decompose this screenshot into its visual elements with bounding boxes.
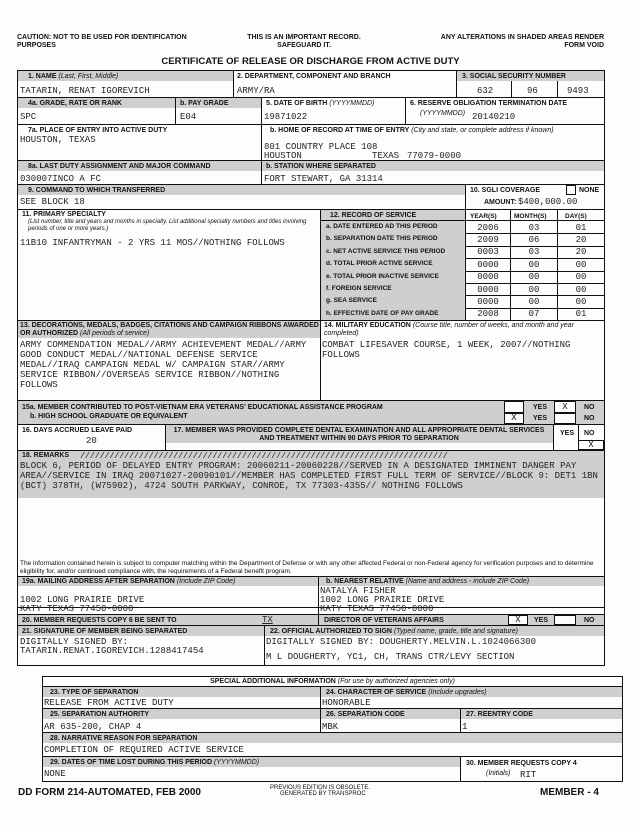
important-note: THIS IS AN IMPORTANT RECORD. SAFEGUARD IT. [247,34,361,49]
pay-grade-value: E04 [180,112,197,122]
dob-value: 19871022 [264,112,308,122]
last-duty-label: 8a. LAST DUTY ASSIGNMENT AND MAJOR COMMAND [28,163,211,170]
copy6-state: TX [262,615,273,625]
record-days: 00 [575,259,587,270]
narrative-reason-label: 28. NARRATIVE REASON FOR SEPARATION [50,735,198,742]
last-duty-value: 030007INCO A FC [20,174,102,184]
home-record-label: b. HOME OF RECORD AT TIME OF ENTRY (City and state, or complete address if known) [270,127,554,134]
reserve-value: 20140210 [472,112,516,122]
computer-matching-notice: The information contained herein is subject to computer matching within the Department of Defense or with any other affected Federal or non-Federal agency for verification purposes and to determine eligibility for, and/or continued compliance with, the requirements of a Federal benefit program. [20,560,594,575]
home-line-1: 801 COUNTRY PLACE 108 [264,142,378,152]
hs-yes-mark: X [511,413,517,423]
dental-no-mark: X [588,440,594,450]
dva-label: DIRECTOR OF VETERANS AFFAIRS [324,617,444,624]
record-years: 0000 [477,272,499,283]
grade-label: 4a. GRADE, RATE OR RANK [28,100,122,107]
sgli-none-label: NONE [579,187,600,194]
ssn-part-3: 9493 [567,86,589,96]
station-label: b. STATION WHERE SEPARATED [266,163,376,170]
separation-code-value: MBK [322,722,339,732]
relative-line-2: 1002 LONG PRAIRIE DRIVE [320,595,445,605]
ssn-part-2: 96 [527,86,538,96]
hs-yes-label: YES [533,415,548,422]
record-row-label: d. TOTAL PRIOR ACTIVE SERVICE [326,260,433,268]
veap-no-mark: X [562,402,568,412]
record-months: 03 [528,247,540,258]
accrued-leave-value: 20 [86,436,97,446]
high-school-label: b. HIGH SCHOOL GRADUATE OR EQUIVALENT [30,413,188,420]
special-info-header: SPECIAL ADDITIONAL INFORMATION (For use by authorized agencies only) [210,678,455,685]
official-signature-label: 22. OFFICIAL AUTHORIZED TO SIGN (Typed name, grade, title and signature) [270,628,518,635]
record-years: 2008 [477,309,499,320]
copy6-yes-label: YES [534,617,549,624]
official-signature-line-2: M L DOUGHERTY, YC1, CH, TRANS CTR/LEVY SECTION [266,652,515,662]
record-months: 06 [528,234,540,245]
previous-edition-note: PREVIOUS EDITION IS OBSOLETE. [270,785,371,791]
department-value: ARMY/RA [237,86,275,96]
col-days: DAY(S) [565,213,587,220]
record-row-label: e. TOTAL PRIOR INACTIVE SERVICE [326,272,439,280]
entry-place-value: HOUSTON, TEXAS [20,135,96,145]
mailing-line-2: KATY TEXAS 77450-0000 [20,604,134,614]
caution-note: CAUTION: NOT TO BE USED FOR IDENTIFICATION PURPOSES [17,34,187,49]
record-row-label: g. SEA SERVICE [326,297,377,305]
record-days: 20 [575,234,587,245]
ssn-label: 3. SOCIAL SECURITY NUMBER [462,73,566,80]
reserve-label: 6. RESERVE OBLIGATION TERMINATION DATE [410,100,567,107]
remarks-text: BLOCK 6, PERIOD OF DELAYED ENTRY PROGRAM: 20060211-20060228//SERVED IN A DESIGNATED IMMINENT DANGER PAY AREA//SERVICE IN IRAQ 20071027-20090101//MEMBER HAS COMPLETED FIRST FULL TERM OF SERVICE//BLOCK 9: DET1 1BN (BCT) 378TH, (W75902), 4724 SOUTH PARKWAY, CONROE, TX 77303-4355// NOTHING FOLLOWS [20,461,604,491]
character-label: 24. CHARACTER OF SERVICE (Include upgrades) [326,689,487,696]
decorations-label: 13. DECORATIONS, MEDALS, BADGES, CITATIONS AND CAMPAIGN RIBBONS AWARDED OR AUTHORIZED (All periods of service) [20,322,319,337]
military-education-label: 14. MILITARY EDUCATION (Course title, number of weeks, and month and year completed) [324,322,574,337]
home-city: HOUSTON [264,151,302,161]
col-years: YEAR(S) [470,213,497,220]
mailing-address-label: 19a. MAILING ADDRESS AFTER SEPARATION (Include ZIP Code) [22,578,236,585]
separation-code-label: 26. SEPARATION CODE [326,711,405,718]
copy6-yes-mark: X [515,615,521,625]
dental-yes-label: YES [560,430,575,437]
reentry-code-label: 27. REENTRY CODE [466,711,533,718]
nearest-relative-label: b. NEAREST RELATIVE (Name and address - include ZIP Code) [326,578,530,585]
record-months: 07 [528,309,540,320]
record-days: 00 [575,284,587,295]
record-months: 00 [528,272,540,283]
time-lost-value: NONE [44,769,66,779]
station-value: FORT STEWART, GA 31314 [264,174,383,184]
relative-line-3: KATY TEXAS 77450-0000 [320,604,434,614]
relative-line-1: NATALYA FISHER [320,586,396,596]
military-education-value: COMBAT LIFESAVER COURSE, 1 WEEK, 2007//NOTHING FOLLOWS [322,340,576,360]
command-label: 9. COMMAND TO WHICH TRANSFERRED [28,187,166,194]
form-title: CERTIFICATE OF RELEASE OR DISCHARGE FROM ACTIVE DUTY [161,56,460,67]
alterations-note: ANY ALTERATIONS IN SHADED AREAS RENDER FORM VOID [440,34,604,49]
member-signature-line-2: TATARIN.RENAT.IGOREVICH.1288417454 [20,646,204,656]
record-years: 2006 [477,222,499,233]
remarks-label: 18. REMARKS [22,452,70,459]
home-state: TEXAS [372,151,400,161]
department-label: 2. DEPARTMENT, COMPONENT AND BRANCH [237,73,391,80]
record-of-service-label: 12. RECORD OF SERVICE [330,212,417,219]
veap-yes-label: YES [533,404,548,411]
record-years: 0000 [477,296,499,307]
record-row-label: b. SEPARATION DATE THIS PERIOD [326,235,438,243]
separation-authority-value: AR 635-200, CHAP 4 [44,722,142,732]
hs-no-label: NO [584,415,595,422]
record-days: 20 [575,247,587,258]
remarks-slashes: /////////////////////////////////////////////////////////////////////////// [80,451,448,461]
character-value: HONORABLE [322,698,371,708]
accrued-leave-label: 16. DAYS ACCRUED LEAVE PAID [22,427,133,434]
record-days: 01 [575,309,587,320]
decorations-value: ARMY COMMENDATION MEDAL//ARMY ACHIEVEMENT MEDAL//ARMY GOOD CONDUCT MEDAL//NATIONAL DEFENSE SERVICE MEDAL//IRAQ CAMPAIGN MEDAL W/ CAMPAIGN STAR//ARMY SERVICE RIBBON//OVERSEAS SERVICE RIBBON//NOTHING FOLLOWS [20,340,312,390]
pay-grade-label: b. PAY GRADE [180,100,229,107]
member-signature-label: 21. SIGNATURE OF MEMBER BEING SEPARATED [22,628,188,635]
separation-type-label: 23. TYPE OF SEPARATION [50,689,139,696]
record-days: 00 [575,296,587,307]
copy6-label: 20. MEMBER REQUESTS COPY 6 BE SENT TO [22,617,177,624]
record-years: 0000 [477,259,499,270]
copy4-initials: RIT [520,770,537,780]
record-months: 00 [528,296,540,307]
name-value: TATARIN, RENAT IGOREVICH [20,86,150,96]
specialty-value: 11B10 INFANTRYMAN - 2 YRS 11 MOS//NOTHING FOLLOWS [20,238,285,248]
dental-label: 17. MEMBER WAS PROVIDED COMPLETE DENTAL EXAMINATION AND ALL APPROPRIATE DENTAL SERVICES AND TREATMENT WITHIN 90 DAYS PRIOR TO SEPARATION [173,427,545,442]
record-days: 00 [575,272,587,283]
veap-no-label: NO [584,404,595,411]
member-copy-label: MEMBER - 4 [540,787,599,798]
record-row-label: c. NET ACTIVE SERVICE THIS PERIOD [326,247,446,255]
form-number: DD FORM 214-AUTOMATED, FEB 2000 [18,787,201,798]
sgli-none-checkbox[interactable] [566,185,576,195]
sgli-amount-value: $400,000.00 [518,197,578,207]
dob-label: 5. DATE OF BIRTH (YYYYMMDD) [266,100,375,107]
official-signature-line-1: DIGITALLY SIGNED BY: DOUGHERTY.MELVIN.L.1024066300 [266,637,537,647]
copy6-no-box[interactable] [554,615,576,625]
sgli-label: 10. SGLI COVERAGE [470,187,541,194]
name-label: 1. NAME (Last, First, Middle) [28,73,119,80]
separation-type-value: RELEASE FROM ACTIVE DUTY [44,698,174,708]
col-months: MONTH(S) [514,213,547,220]
grade-value: SPC [20,112,37,122]
specialty-hint: (List number, title and years and months in specialty. List additional specialty numbers and titles involving periods of one or more years.) [28,219,307,232]
home-zip: 77079-0000 [407,151,462,161]
dental-no-label: NO [584,430,595,437]
reserve-hint: (YYYYMMDD) [420,110,466,117]
record-row-label: f. FOREIGN SERVICE [326,285,392,292]
generated-by-note: GENERATED BY TRANSPROC [280,791,366,797]
record-months: 00 [528,284,540,295]
record-years: 0000 [477,284,499,295]
mailing-line-1: 1002 LONG PRAIRIE DRIVE [20,595,145,605]
reentry-code-value: 1 [462,722,468,732]
record-row-label: a. DATE ENTERED AD THIS PERIOD [326,223,438,230]
record-years: 0003 [477,247,499,258]
copy4-hint: (Initials) [486,770,511,777]
record-row-label: h. EFFECTIVE DATE OF PAY GRADE [326,309,439,317]
record-months: 00 [528,259,540,270]
command-value: SEE BLOCK 18 [20,197,85,207]
record-days: 01 [575,222,587,233]
entry-place-label: 7a. PLACE OF ENTRY INTO ACTIVE DUTY [28,127,168,134]
member-signature-line-1: DIGITALLY SIGNED BY: [20,637,129,647]
narrative-reason-value: COMPLETION OF REQUIRED ACTIVE SERVICE [44,745,244,755]
specialty-label: 11. PRIMARY SPECIALTY [22,211,106,218]
record-months: 03 [528,222,540,233]
copy4-label: 30. MEMBER REQUESTS COPY 4 [466,760,577,767]
record-years: 2009 [477,234,499,245]
veap-label: 15a. MEMBER CONTRIBUTED TO POST-VIETNAM ERA VETERANS' EDUCATIONAL ASSISTANCE PROGRAM [22,404,383,411]
sgli-amount-label: AMOUNT: [484,199,517,206]
time-lost-label: 29. DATES OF TIME LOST DURING THIS PERIOD (YYYYMMDD) [50,759,260,766]
separation-authority-label: 25. SEPARATION AUTHORITY [50,711,150,718]
ssn-part-1: 632 [477,86,494,96]
copy6-no-label: NO [584,617,595,624]
